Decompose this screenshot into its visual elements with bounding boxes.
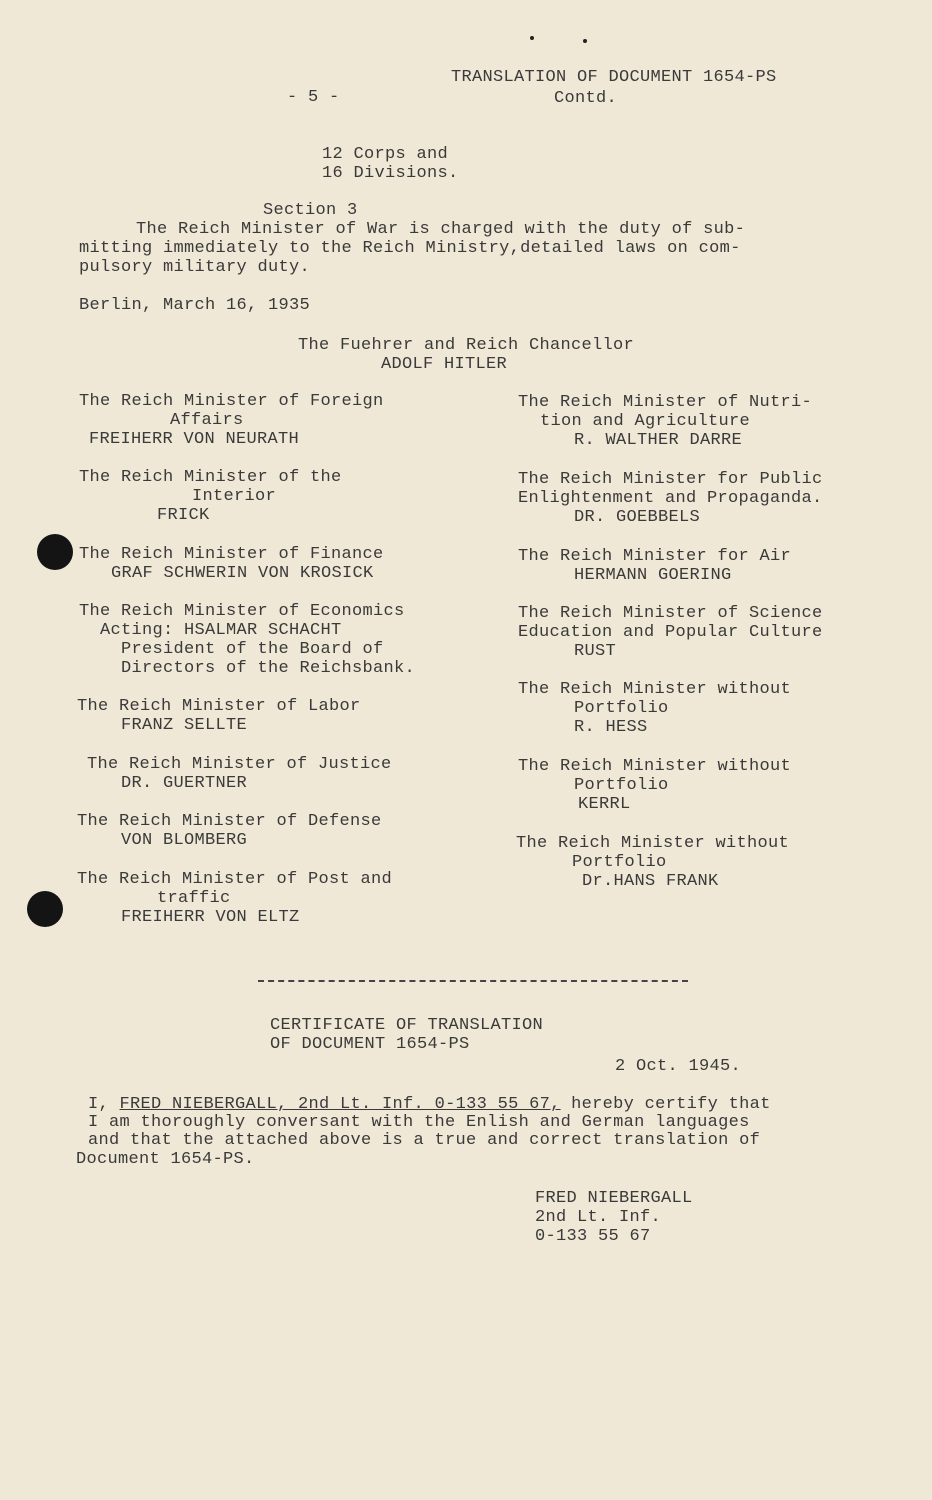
signatory-title: The Reich Minister of Finance (79, 545, 384, 564)
signatory-name: Acting: HSALMAR SCHACHT (100, 621, 342, 640)
translator-identification: FRED NIEBERGALL, 2nd Lt. Inf. 0-133 55 67, (119, 1095, 561, 1114)
signatory-title: traffic (157, 889, 231, 908)
signatory-title: tion and Agriculture (540, 412, 751, 431)
signatory-name: R. HESS (574, 718, 648, 737)
date-line: Berlin, March 16, 1935 (79, 296, 311, 315)
section-text-line: mitting immediately to the Reich Ministry,detailed laws on com- (79, 239, 741, 258)
certificate-text-line: I am thoroughly conversant with the Enlish and German languages (88, 1113, 750, 1132)
signatory-title: Enlightenment and Propaganda. (518, 489, 823, 508)
signatory-title: Affairs (170, 411, 244, 430)
signature-serial: 0-133 55 67 (535, 1227, 651, 1246)
signatory-title: Interior (192, 487, 277, 506)
signature-rank: 2nd Lt. Inf. (535, 1208, 662, 1227)
signatory-title: Portfolio (574, 699, 669, 718)
signatory-name: VON BLOMBERG (121, 831, 248, 850)
signatory-title: The Reich Minister without (516, 834, 790, 853)
divisions-line: 16 Divisions. (322, 164, 459, 183)
signatory-name: HERMANN GOERING (574, 566, 732, 585)
punch-hole (37, 534, 73, 570)
signatory-name: KERRL (578, 795, 631, 814)
section-text-line: pulsory military duty. (79, 258, 311, 277)
signatory-name: FREIHERR VON ELTZ (121, 908, 300, 927)
signatory-name: R. WALTHER DARRE (574, 431, 743, 450)
signatory-title: The Reich Minister of Post and (77, 870, 393, 889)
section-heading: Section 3 (263, 201, 358, 220)
section-text-line: The Reich Minister of War is charged with the duty of sub- (136, 220, 746, 239)
signatory-title: The Reich Minister of Foreign (79, 392, 384, 411)
certificate-heading: OF DOCUMENT 1654-PS (270, 1035, 470, 1054)
signatory-title: The Reich Minister of Nutri- (518, 393, 813, 412)
signatory-name: FREIHERR VON NEURATH (89, 430, 300, 449)
signatory-title: The Reich Minister without (518, 757, 792, 776)
certificate-text-line: Document 1654-PS. (76, 1150, 255, 1169)
signatory-title: Portfolio (574, 776, 669, 795)
signatory-note: Directors of the Reichsbank. (121, 659, 416, 678)
signatory-title: The Reich Minister of Labor (77, 697, 361, 716)
certificate-text-rest: hereby certify that (560, 1095, 771, 1114)
signatory-title: The Reich Minister for Air (518, 547, 792, 566)
signatory-name: FRICK (157, 506, 210, 525)
signatory-title: Education and Popular Culture (518, 623, 823, 642)
fuehrer-title: The Fuehrer and Reich Chancellor (298, 336, 635, 355)
signatory-name: FRANZ SELLTE (121, 716, 248, 735)
signatory-note: President of the Board of (121, 640, 384, 659)
certificate-date: 2 Oct. 1945. (615, 1057, 742, 1076)
signatory-name: DR. GUERTNER (121, 774, 248, 793)
signature-name: FRED NIEBERGALL (535, 1189, 693, 1208)
signatory-name: DR. GOEBBELS (574, 508, 701, 527)
contd-label: Contd. (554, 89, 618, 108)
punch-hole (27, 891, 63, 927)
ink-speck (530, 36, 534, 40)
signatory-title: The Reich Minister of Defense (77, 812, 382, 831)
signatory-name: GRAF SCHWERIN VON KROSICK (111, 564, 374, 583)
document-title: TRANSLATION OF DOCUMENT 1654-PS (451, 68, 777, 87)
signatory-title: The Reich Minister for Public (518, 470, 823, 489)
certificate-text-line (88, 1095, 771, 1114)
signatory-title: Portfolio (572, 853, 667, 872)
signatory-title: The Reich Minister of the (79, 468, 342, 487)
page-number: - 5 - (287, 88, 340, 107)
signatory-name: Dr.HANS FRANK (582, 872, 719, 891)
signatory-title: The Reich Minister of Justice (87, 755, 392, 774)
fuehrer-name: ADOLF HITLER (381, 355, 508, 374)
signatory-title: The Reich Minister of Economics (79, 602, 405, 621)
certificate-intro: I, (88, 1095, 120, 1114)
signatory-name: RUST (574, 642, 617, 661)
section-divider (258, 980, 688, 982)
certificate-heading: CERTIFICATE OF TRANSLATION (270, 1016, 544, 1035)
corps-line: 12 Corps and (322, 145, 449, 164)
certificate-text-line: and that the attached above is a true and correct translation of (88, 1131, 761, 1150)
signatory-title: The Reich Minister of Science (518, 604, 823, 623)
signatory-title: The Reich Minister without (518, 680, 792, 699)
ink-speck (583, 39, 587, 43)
